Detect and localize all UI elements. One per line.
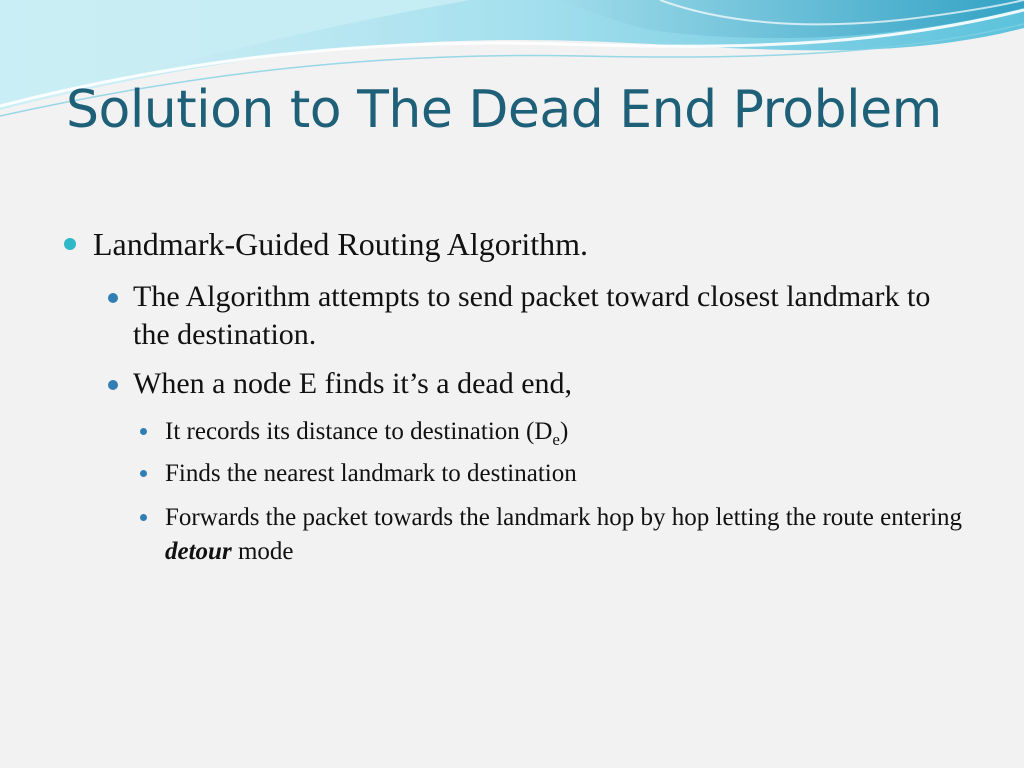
bullet-nearest-landmark: Finds the nearest landmark to destination [165,460,577,487]
bullet-icon [140,428,147,435]
records-distance-text: It records its distance to destination (D [165,418,553,445]
forwards-packet-text: Forwards the packet towards the landmark hop by hop letting the route entering [165,504,963,531]
bullet-records-distance [165,415,985,449]
bullet-forwards-packet [165,501,985,569]
records-distance-close: ) [559,418,569,445]
bullet-icon [140,470,147,477]
bullet-algorithm-attempts: The Algorithm attempts to send packet toward closest landmark to the destination. [133,280,931,351]
bullet-landmark-guided-routing: Landmark-Guided Routing Algorithm. [93,226,589,262]
slide-title: Solution to The Dead End Problem [66,80,942,140]
detour-emphasis: detour [165,538,232,565]
bullet-icon [108,380,118,390]
bullet-icon [64,238,76,250]
bullet-icon [108,293,118,303]
bullet-icon [140,514,147,521]
forwards-packet-mode: mode [231,538,294,565]
distance-subscript: e [552,430,560,449]
bullet-dead-end-node: When a node E finds it’s a dead end, [133,367,573,400]
